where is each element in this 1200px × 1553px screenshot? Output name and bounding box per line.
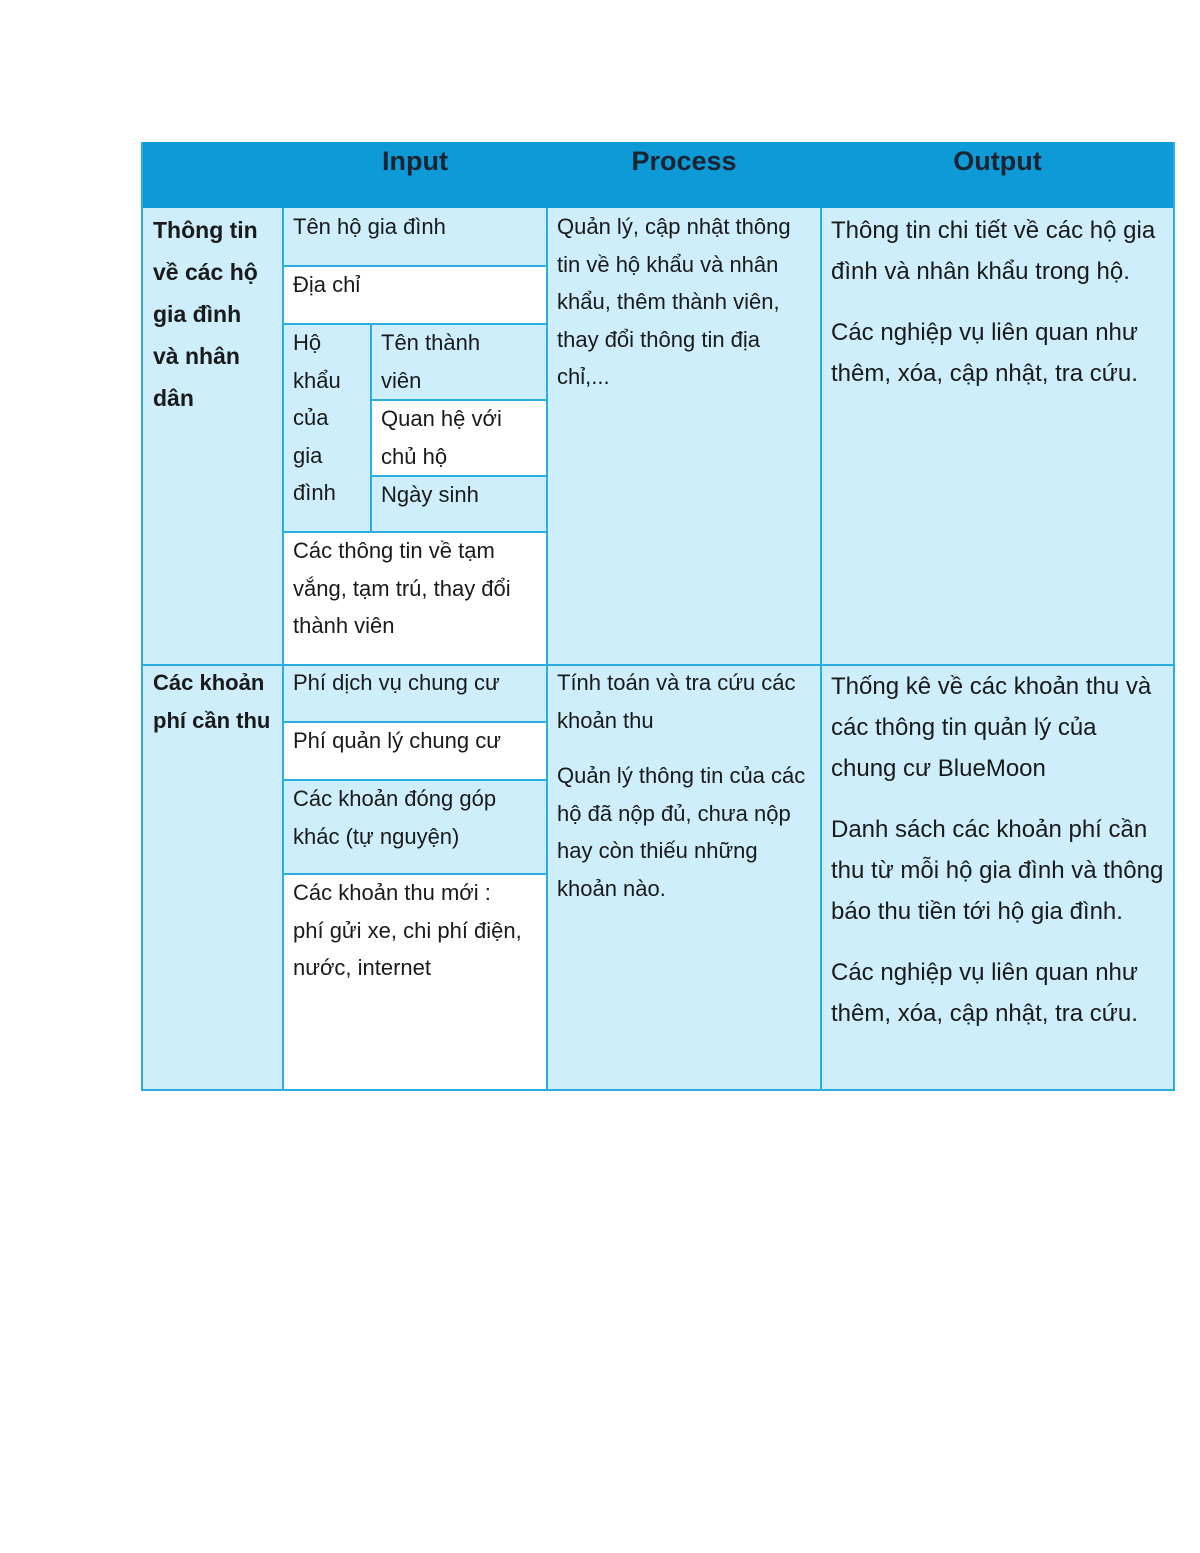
row1-output-line: Các nghiệp vụ liên quan như thêm, xóa, cập nhật, tra cứu. (831, 319, 1138, 387)
header-process: Process (631, 146, 737, 176)
input-ngay-sinh: Ngày sinh (381, 482, 479, 507)
row1-label: Thông tin về các hộ gia đình và nhân dân (153, 217, 258, 411)
input-quan-he: Quan hệ với chủ hộ (381, 406, 502, 469)
row1-output-line: Thông tin chi tiết về các hộ gia đình và nhân khẩu trong hộ. (831, 217, 1156, 285)
input-phi-dich-vu: Phí dịch vụ chung cư (293, 670, 500, 695)
header-output: Output (953, 146, 1042, 176)
input-dong-gop: Các khoản đóng góp khác (tự nguyện) (293, 786, 497, 849)
header-input: Input (382, 146, 448, 176)
row2-process (547, 660, 821, 925)
input-ten-thanh-vien: Tên thành viên (381, 330, 481, 393)
input-tam-vang: Các thông tin về tạm vắng, tạm trú, thay đổi thành viên (293, 538, 511, 638)
row2-process-line: Quản lý thông tin của các hộ đã nộp đủ, chưa nộp hay còn thiếu những khoản nào. (557, 763, 806, 901)
row1-process: Quản lý, cập nhật thông tin về hộ khẩu và nhân khẩu, thêm thành viên, thay đổi thông tin địa chỉ,... (557, 214, 791, 389)
input-ten-ho: Tên hộ gia đình (293, 214, 446, 239)
row2-output-line: Các nghiệp vụ liên quan như thêm, xóa, cập nhật, tra cứu. (831, 959, 1138, 1027)
row1-output (821, 204, 1174, 414)
row2-output (821, 660, 1174, 1054)
row2-label: Các khoản phí cần thu (153, 670, 271, 733)
input-thu-moi: Các khoản thu mới : phí gửi xe, chi phí điện, nước, internet (293, 880, 522, 980)
input-phi-quan-ly: Phí quản lý chung cư (293, 728, 501, 753)
input-ho-khau-label: Hộ khẩu của gia đình (293, 330, 341, 505)
row2-process-line: Tính toán và tra cứu các khoản thu (557, 670, 796, 733)
row2-output-line: Thống kê về các khoản thu và các thông tin quản lý của chung cư BlueMoon (831, 673, 1152, 782)
row2-output-line: Danh sách các khoản phí cần thu từ mỗi hộ gia đình và thông báo thu tiền tới hộ gia đình. (831, 816, 1164, 925)
input-dia-chi: Địa chỉ (293, 272, 361, 297)
